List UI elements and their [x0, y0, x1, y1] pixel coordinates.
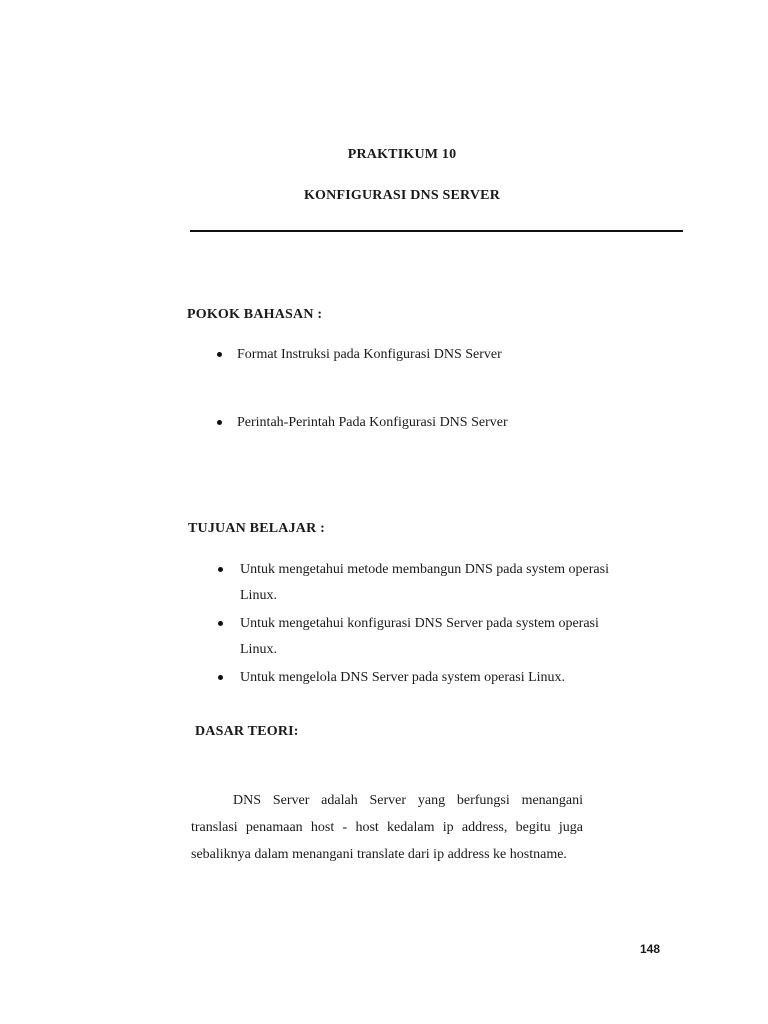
tujuan-belajar-heading: TUJUAN BELAJAR :: [188, 521, 325, 536]
list-item-text: Untuk mengetahui konfigurasi DNS Server pada system operasi: [240, 616, 599, 631]
dasar-teori-paragraph: DNS Server adalah Server yang berfungsi menangani translasi penamaan host - host kedalam ip address, begitu juga sebaliknya dalam menangani translate dari ip address ke hostname.: [191, 793, 583, 862]
dasar-teori-heading: DASAR TEORI:: [195, 724, 299, 739]
list-item-text: Format Instruksi pada Konfigurasi DNS Server: [237, 347, 502, 362]
title-divider: [190, 230, 683, 232]
bullet-icon: [218, 567, 223, 572]
page-number: 148: [640, 942, 661, 956]
pokok-bahasan-heading: POKOK BAHASAN :: [187, 307, 323, 322]
list-item-text-continued: Linux.: [240, 588, 277, 603]
bullet-icon: [217, 420, 222, 425]
document-subtitle: KONFIGURASI DNS SERVER: [303, 188, 501, 203]
list-item-text-continued: Linux.: [240, 642, 277, 657]
bullet-icon: [218, 621, 223, 626]
list-item-text: Untuk mengelola DNS Server pada system operasi Linux.: [240, 670, 566, 685]
bullet-icon: [218, 675, 223, 680]
list-item-text: Untuk mengetahui metode membangun DNS pada system operasi: [240, 562, 609, 577]
bullet-icon: [217, 352, 222, 357]
document-title: PRAKTIKUM 10: [347, 147, 457, 162]
list-item-text: Perintah-Perintah Pada Konfigurasi DNS Server: [237, 415, 508, 430]
